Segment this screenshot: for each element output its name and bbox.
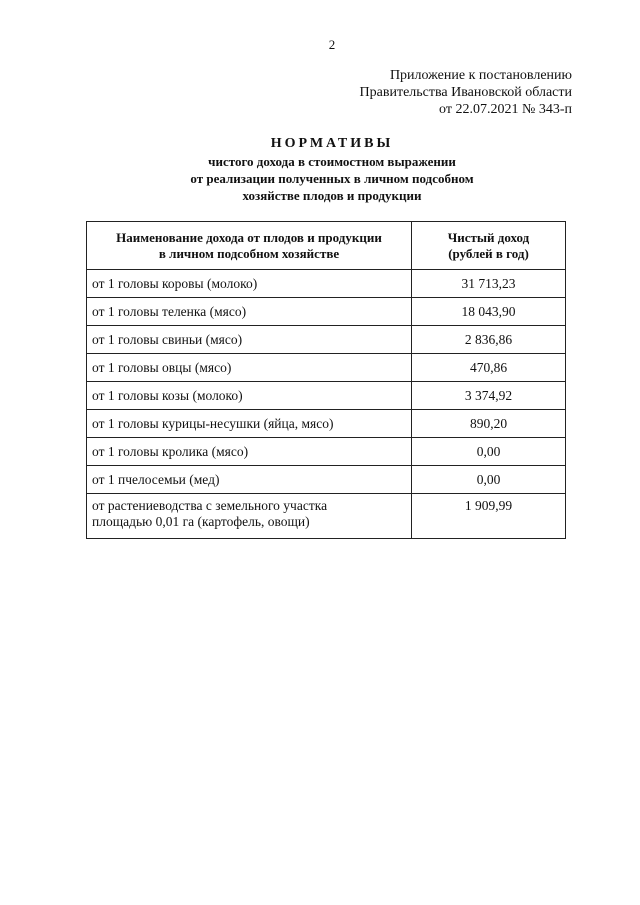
table-row xyxy=(87,410,566,438)
row-name-line-1: от растениеводства с земельного участка xyxy=(92,498,328,513)
row-name: от 1 головы овцы (мясо) xyxy=(87,354,412,382)
row-value: 0,00 xyxy=(412,438,566,466)
header-net-income-line-1: Чистый доход xyxy=(447,229,530,245)
row-name: от 1 головы коровы (молоко) xyxy=(87,270,412,298)
appendix-line-2: Правительства Ивановской области xyxy=(359,85,572,100)
title-main: НОРМАТИВЫ xyxy=(270,136,394,151)
row-name: от 1 головы теленка (мясо) xyxy=(87,298,412,326)
header-net-income-line-2: (рублей в год) xyxy=(448,245,529,261)
page-number: 2 xyxy=(328,37,336,52)
table-row xyxy=(87,354,566,382)
row-value: 2 836,86 xyxy=(412,326,566,354)
row-name: от 1 головы свиньи (мясо) xyxy=(87,326,412,354)
row-name: от 1 головы козы (молоко) xyxy=(87,382,412,410)
table-row xyxy=(87,298,566,326)
row-value: 470,86 xyxy=(412,354,566,382)
table-header-row xyxy=(87,222,566,270)
header-income-name xyxy=(87,222,412,270)
appendix-reference xyxy=(360,67,572,118)
row-name xyxy=(87,494,412,539)
row-name: от 1 головы курицы-несушки (яйца, мясо) xyxy=(87,410,412,438)
document-title xyxy=(0,135,640,204)
row-value: 890,20 xyxy=(412,410,566,438)
title-line-2: от реализации полученных в личном подсобном xyxy=(190,171,474,186)
row-value: 31 713,23 xyxy=(412,270,566,298)
table-row xyxy=(87,438,566,466)
row-name: от 1 головы кролика (мясо) xyxy=(87,438,412,466)
table-row xyxy=(87,382,566,410)
row-name: от 1 пчелосемьи (мед) xyxy=(87,466,412,494)
appendix-line-3: от 22.07.2021 № 343-п xyxy=(439,102,572,117)
row-name-line-2: площадью 0,01 га (картофель, овощи) xyxy=(92,514,310,529)
header-net-income xyxy=(412,222,566,270)
table-row xyxy=(87,270,566,298)
table-row xyxy=(87,494,566,539)
row-value: 0,00 xyxy=(412,466,566,494)
row-value: 18 043,90 xyxy=(412,298,566,326)
income-norms-table xyxy=(86,221,566,539)
table-row xyxy=(87,326,566,354)
title-line-3: хозяйстве плодов и продукции xyxy=(242,188,422,203)
row-value: 3 374,92 xyxy=(412,382,566,410)
header-income-name-line-2: в личном подсобном хозяйстве xyxy=(158,245,340,261)
row-value: 1 909,99 xyxy=(412,494,566,539)
title-line-1: чистого дохода в стоимостном выражении xyxy=(208,154,456,169)
appendix-line-1: Приложение к постановлению xyxy=(389,68,572,83)
header-income-name-line-1: Наименование дохода от плодов и продукции xyxy=(116,229,382,245)
table-row xyxy=(87,466,566,494)
